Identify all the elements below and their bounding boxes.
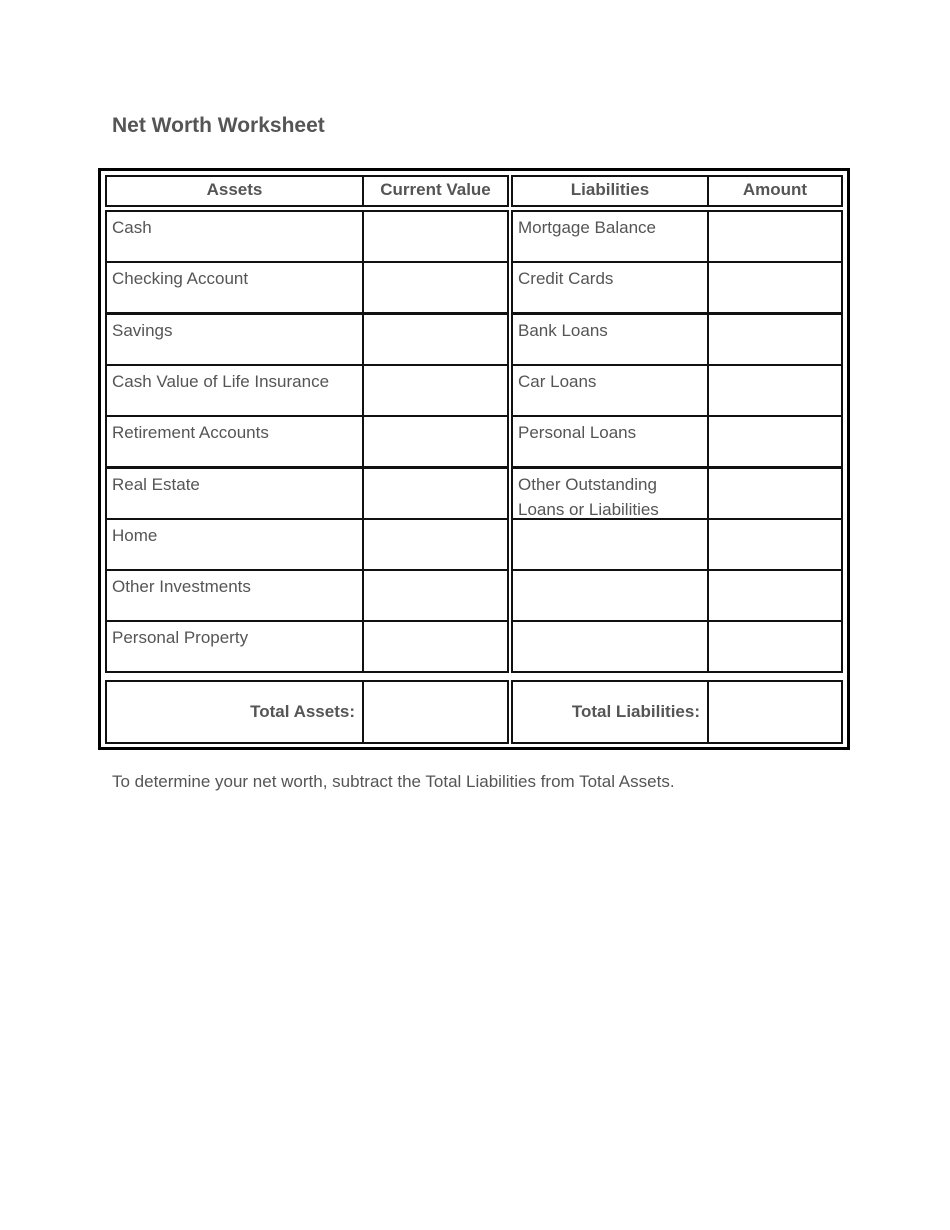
asset-label: Personal Property: [105, 620, 364, 673]
liability-label: Credit Cards: [511, 261, 709, 314]
liability-amount-field[interactable]: [707, 569, 843, 622]
asset-label: Cash: [105, 210, 364, 263]
asset-value-field[interactable]: [362, 313, 509, 366]
liability-amount-field[interactable]: [707, 210, 843, 263]
liability-label: [511, 518, 709, 571]
header-liabilities: Liabilities: [511, 175, 709, 207]
liability-amount-field[interactable]: [707, 364, 843, 417]
asset-label: Cash Value of Life Insurance: [105, 364, 364, 417]
asset-value-field[interactable]: [362, 210, 509, 263]
instruction-note: To determine your net worth, subtract the Total Liabilities from Total Assets.: [112, 772, 675, 791]
liability-label: Bank Loans: [511, 313, 709, 366]
liability-amount-field[interactable]: [707, 620, 843, 673]
asset-value-field[interactable]: [362, 467, 509, 520]
asset-value-field[interactable]: [362, 620, 509, 673]
asset-label: Other Investments: [105, 569, 364, 622]
asset-label: Checking Account: [105, 261, 364, 314]
asset-value-field[interactable]: [362, 261, 509, 314]
total-assets-label: Total Assets:: [105, 680, 364, 744]
asset-value-field[interactable]: [362, 415, 509, 468]
liability-label: Mortgage Balance: [511, 210, 709, 263]
liability-amount-field[interactable]: [707, 313, 843, 366]
liability-label: [511, 569, 709, 622]
asset-label: Retirement Accounts: [105, 415, 364, 468]
liability-amount-field[interactable]: [707, 261, 843, 314]
liability-amount-field[interactable]: [707, 415, 843, 468]
total-liabilities-field[interactable]: [707, 680, 843, 744]
total-liabilities-label: Total Liabilities:: [511, 680, 709, 744]
page-title: Net Worth Worksheet: [112, 114, 325, 137]
header-amount: Amount: [707, 175, 843, 207]
asset-value-field[interactable]: [362, 364, 509, 417]
asset-value-field[interactable]: [362, 569, 509, 622]
liability-label: Car Loans: [511, 364, 709, 417]
liability-amount-field[interactable]: [707, 467, 843, 520]
liability-label: [511, 620, 709, 673]
asset-value-field[interactable]: [362, 518, 509, 571]
liability-label: Other Outstanding Loans or Liabilities: [511, 467, 709, 520]
header-current-value: Current Value: [362, 175, 509, 207]
liability-amount-field[interactable]: [707, 518, 843, 571]
asset-label: Real Estate: [105, 467, 364, 520]
asset-label: Savings: [105, 313, 364, 366]
header-assets: Assets: [105, 175, 364, 207]
asset-label: Home: [105, 518, 364, 571]
total-assets-field[interactable]: [362, 680, 509, 744]
liability-label: Personal Loans: [511, 415, 709, 468]
